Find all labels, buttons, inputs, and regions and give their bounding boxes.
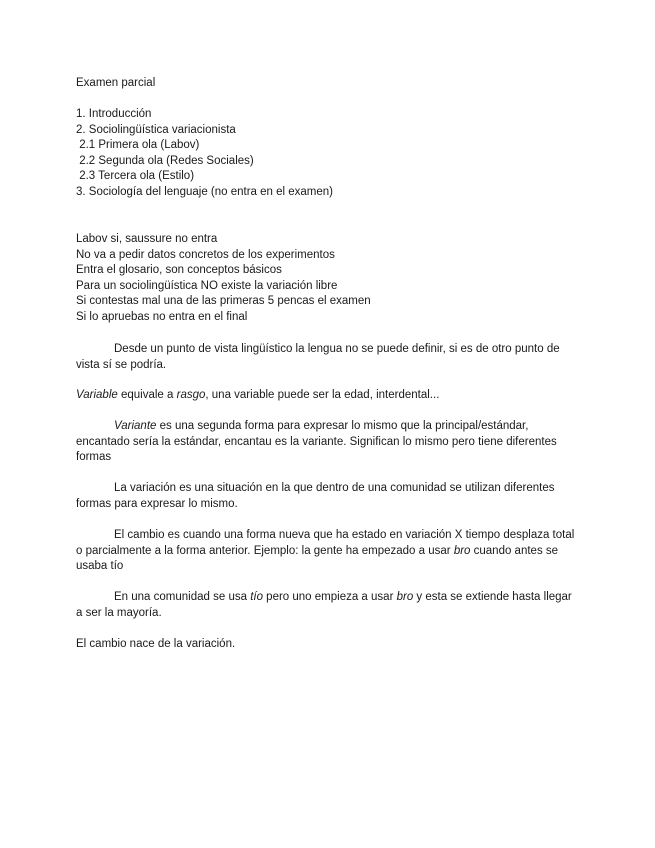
paragraph-comunidad — [76, 590, 576, 621]
term-variable: Variable — [76, 389, 118, 401]
term-tio: tío — [250, 591, 263, 603]
outline-item: 2. Sociolingüística variacionista — [76, 123, 236, 136]
outline-item: 1. Introducción — [76, 108, 152, 120]
paragraph-text: equivale a — [117, 389, 177, 401]
paragraph-cambio — [76, 528, 576, 575]
paragraph-definition: Desde un punto de vista lingüístico la lengua no se puede definir, si es de otro punto de vista sí se podría. — [76, 343, 560, 371]
paragraph-text: y esta se extiende hasta llegar a ser la mayoría. — [76, 591, 572, 619]
paragraph-text: cuando antes se usaba tío — [76, 544, 559, 572]
exam-notes — [76, 232, 576, 325]
note-line: Entra el glosario, son conceptos básicos — [76, 264, 282, 276]
note-line: Labov si, saussure no entra — [76, 233, 218, 245]
paragraph-variante — [76, 419, 576, 466]
term-bro: bro — [396, 591, 414, 603]
note-line: Si lo apruebas no entra en el final — [76, 310, 248, 323]
note-line: No va a pedir datos concretos de los experimentos — [76, 248, 335, 261]
term-variante: Variante — [114, 420, 157, 432]
paragraph-text: pero uno empieza a usar — [262, 591, 397, 603]
paragraph-text: En una comunidad se usa — [114, 591, 251, 603]
title-text: Examen parcial — [76, 77, 156, 89]
paragraph-variacion: La variación es una situación en la que dentro de una comunidad se utilizan diferentes formas para expresar lo mismo. — [76, 482, 555, 510]
note-line: Para un sociolingüística NO existe la variación libre — [76, 279, 338, 292]
outline-item: 3. Sociología del lenguaje (no entra en el examen) — [76, 185, 334, 198]
outline-item: 2.3 Tercera ola (Estilo) — [76, 170, 195, 182]
document-title — [76, 76, 576, 92]
paragraph-variable — [76, 388, 576, 404]
note-line: Si contestas mal una de las primeras 5 pencas el examen — [76, 295, 371, 307]
term-bro: bro — [453, 544, 471, 557]
paragraph-conclusion: El cambio nace de la variación. — [76, 638, 236, 650]
paragraph-text: es una segunda forma para expresar lo mismo que la principal/estándar, encantado sería la estándar, encantau es la variante. Significan lo mismo pero tiene diferentes formas — [76, 420, 557, 463]
term-rasgo: rasgo — [176, 389, 206, 401]
outline-list — [76, 107, 576, 200]
outline-item: 2.2 Segunda ola (Redes Sociales) — [76, 154, 254, 167]
paragraph-text: , una variable puede ser la edad, interdental... — [205, 389, 440, 401]
paragraph-text: El cambio es cuando una forma nueva que ha estado en variación X tiempo desplaza total o parcialmente a la forma anterior. Ejemplo: la gente ha empezado a usar — [76, 529, 575, 557]
outline-item: 2.1 Primera ola (Labov) — [76, 139, 200, 151]
